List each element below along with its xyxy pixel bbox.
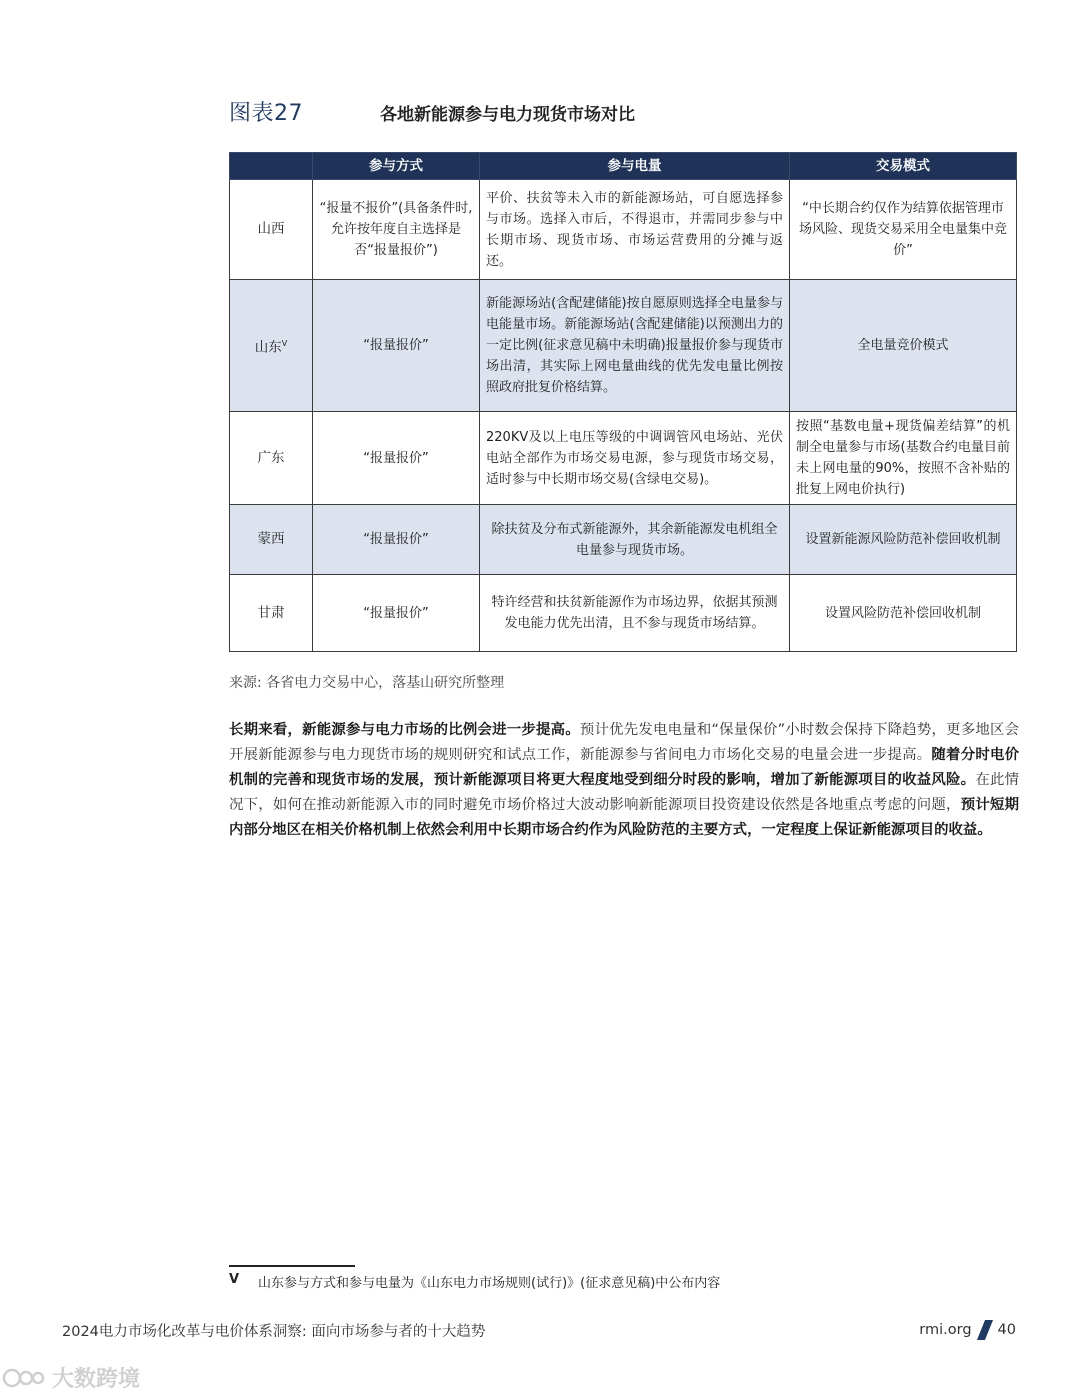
figure-title: 各地新能源参与电力现货市场对比: [380, 105, 635, 125]
method-cell: “报量报价”: [313, 575, 480, 652]
table-row: [230, 505, 1017, 575]
footer-site-link[interactable]: rmi.org: [919, 1322, 972, 1338]
mode-cell: 设置风险防范补偿回收机制: [790, 575, 1017, 652]
mode-cell: 全电量竞价模式: [790, 280, 1017, 412]
mode-cell: 按照“基数电量+现货偏差结算”的机制全电量参与市场(基数合约电量目前未上网电量的90%，按照不含补贴的批复上网电价执行): [790, 412, 1017, 505]
figure-number: 图表27: [229, 101, 303, 126]
volume-cell: 新能源场站(含配建储能)按自愿原则选择全电量参与电能量市场。新能源场站(含配建储能)以预测出力的一定比例(征求意见稿中未明确)报量报价参与现货市场出清，其实际上网电量曲线的优先发电量比例按照政府批复价格结算。: [480, 280, 790, 412]
volume-cell: 除扶贫及分布式新能源外，其余新能源发电机组全电量参与现货市场。: [480, 505, 790, 575]
region-name: 山西: [257, 221, 285, 237]
mode-cell: 设置新能源风险防范补偿回收机制: [790, 505, 1017, 575]
volume-cell: 平价、扶贫等未入市的新能源场站，可自愿选择参与市场。选择入市后，不得退市，并需同步参与中长期市场、现货市场、市场运营费用的分摊与返还。: [480, 180, 790, 280]
bold-sentence: 长期来看，新能源参与电力市场的比例会进一步提高。: [229, 722, 580, 738]
method-cell: “报量报价”: [313, 412, 480, 505]
sentence: 在此情况下，如何在推动新能源入市的同时避免市场价格过大波动影响新能源项目投资建设依然是各地重点考虑的问题，: [229, 772, 1019, 813]
region-cell: [230, 180, 313, 280]
source-note: 来源: 各省电力交易中心，落基山研究所整理: [229, 675, 505, 691]
bold-sentence: 预计短期内部分地区在相关价格机制上依然会利用中长期市场合约作为风险防范的主要方式，一定程度上保证新能源项目的收益。: [229, 797, 1019, 838]
volume-cell: 特许经营和扶贫新能源作为市场边界，依据其预测发电能力优先出清，且不参与现货市场结算。: [480, 575, 790, 652]
region-cell: [230, 412, 313, 505]
watermark-text: 大数跨境: [52, 1367, 141, 1392]
sentence: 预计优先发电电量和“保量保价”小时数会保持下降趋势，更多地区会开展新能源参与电力现货市场的规则研究和试点工作，新能源参与省间电力市场化交易的电量会进一步提高。: [229, 722, 1019, 763]
mode-cell: “中长期合约仅作为结算依据管理市场风险、现货交易采用全电量集中竞价”: [790, 180, 1017, 280]
footnote-mark: V: [229, 1272, 240, 1287]
method-cell: “报量报价”: [313, 505, 480, 575]
volume-cell: 220KV及以上电压等级的中调调管风电场站、光伏电站全部作为市场交易电源，参与现货市场交易，适时参与中长期市场交易(含绿电交易)。: [480, 412, 790, 505]
table-row: [230, 575, 1017, 652]
table-header-region: [230, 153, 313, 180]
footer-report-title: 2024电力市场化改革与电价体系洞察: 面向市场参与者的十大趋势: [62, 1324, 486, 1340]
footnote-ref: V: [281, 338, 288, 348]
page-number: 40: [997, 1322, 1016, 1338]
table-header-volume: 参与电量: [480, 153, 790, 180]
region-name: 广东: [257, 449, 285, 466]
region-cell: [230, 505, 313, 575]
watermark-logo-icon: [2, 1365, 48, 1391]
region-name: 山东: [254, 339, 282, 356]
method-cell: “报量报价”: [313, 280, 480, 412]
bold-sentence: 随着分时电价机制的完善和现货市场的发展，预计新能源项目将更大程度地受到细分时段的影响，增加了新能源项目的收益风险。: [229, 747, 1019, 788]
region-name: 蒙西: [257, 531, 285, 547]
table-header-method: 参与方式: [313, 153, 480, 180]
table-row: [230, 412, 1017, 505]
body-paragraph: [229, 718, 1019, 843]
region-cell: [230, 575, 313, 652]
region-cell: [230, 280, 313, 412]
watermark: [2, 1362, 140, 1393]
table-header-mode: 交易模式: [790, 153, 1017, 180]
method-cell: “报量不报价”(具备条件时,允许按年度自主选择是否“报量报价”): [313, 180, 480, 280]
table-row: [230, 280, 1017, 412]
region-name: 甘肃: [257, 604, 285, 621]
footnote-text: 山东参与方式和参与电量为《山东电力市场规则(试行)》(征求意见稿)中公布内容: [258, 1276, 721, 1291]
slash-divider-icon: [977, 1320, 993, 1340]
footnote-divider: [229, 1265, 355, 1267]
table-row: [230, 180, 1017, 280]
table-header-row: [230, 153, 1017, 180]
comparison-table: [229, 152, 1017, 652]
footer-right: [919, 1320, 1016, 1340]
